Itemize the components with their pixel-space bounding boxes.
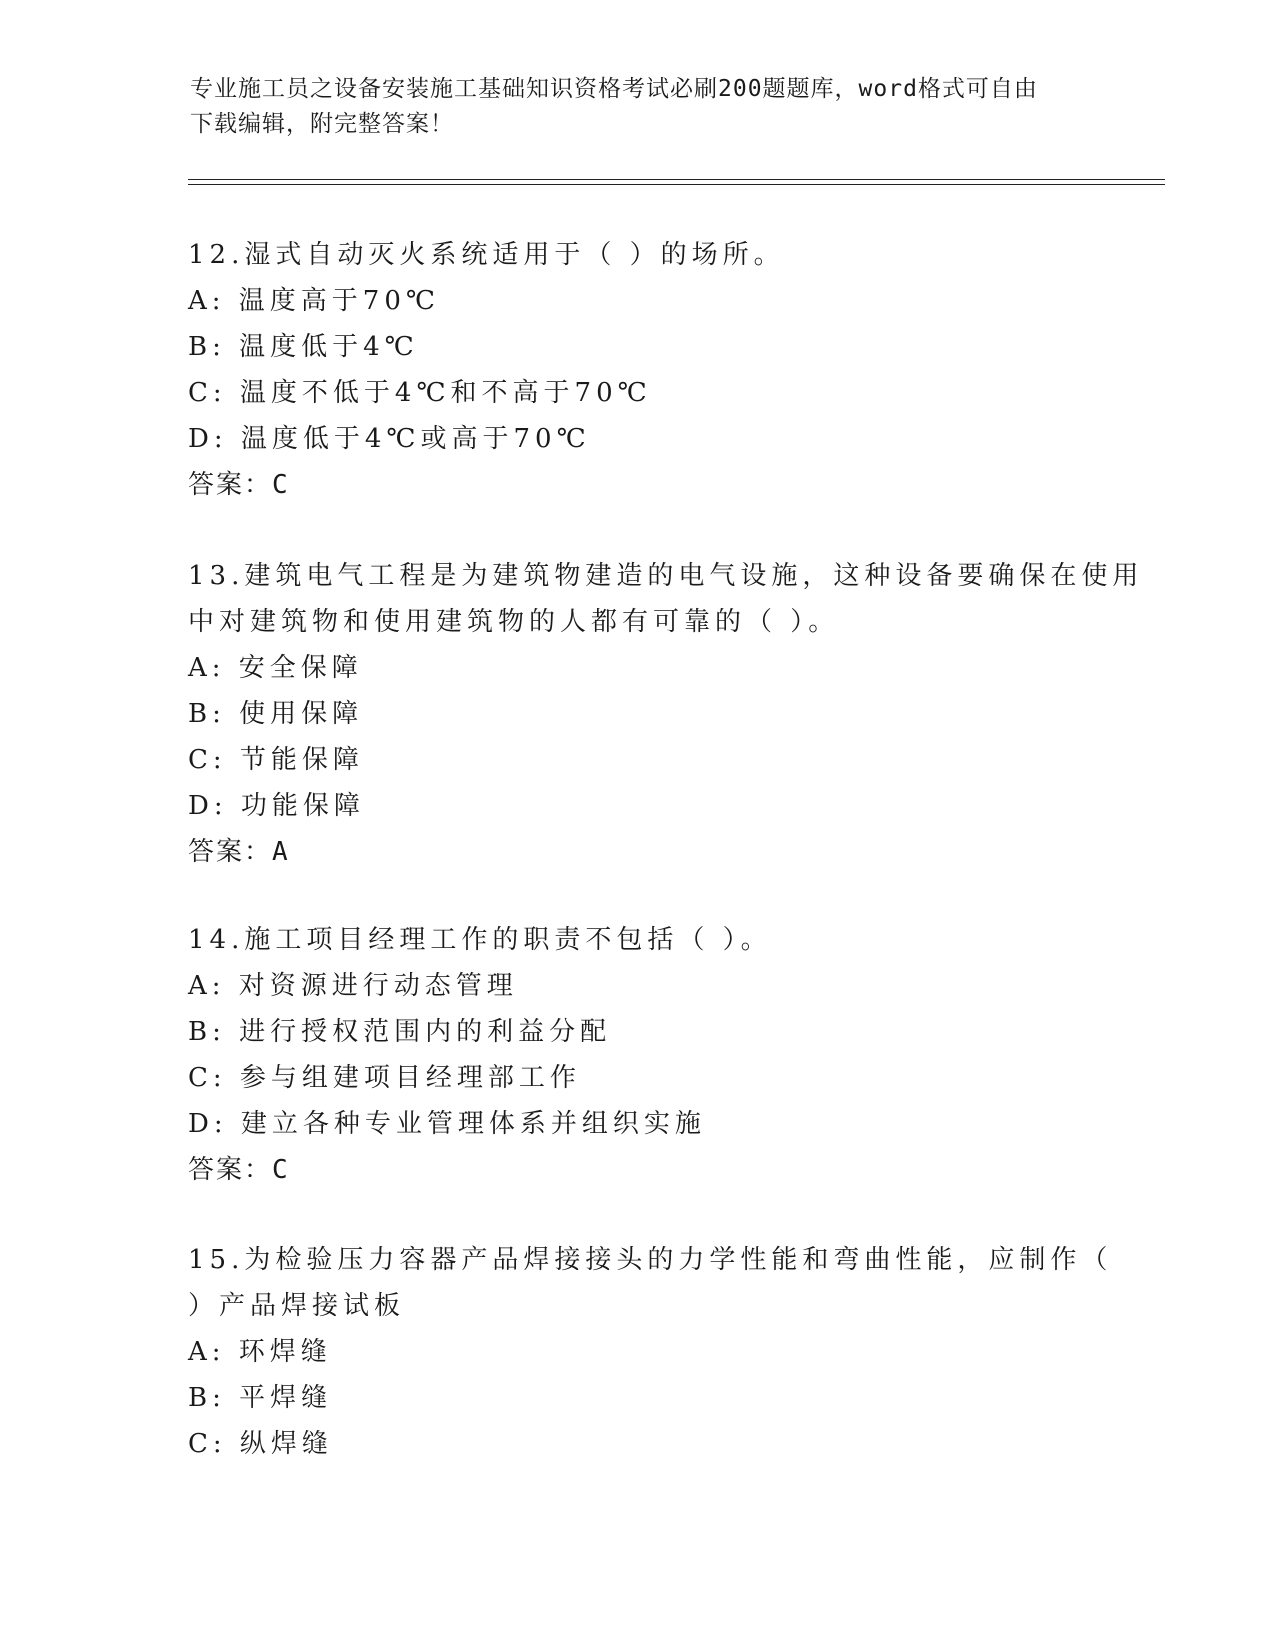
question-stem: 15.为检验压力容器产品焊接接头的力学性能和弯曲性能，应制作（ — [188, 1245, 1113, 1275]
answer-line: 答案：C — [188, 1155, 290, 1185]
question-14 — [188, 917, 1088, 1193]
option-d: D: 温度低于4℃或高于70℃ — [188, 424, 591, 454]
option-c: C: 温度不低于4℃和不高于70℃ — [188, 378, 652, 408]
header-line-1: 专业施工员之设备安装施工基础知识资格考试必刷200题题库，word格式可自由 — [190, 76, 1038, 102]
option-c: C: 参与组建项目经理部工作 — [188, 1063, 581, 1093]
question-13 — [188, 553, 1144, 875]
option-b: B: 温度低于4℃ — [188, 332, 419, 362]
option-d: D: 建立各种专业管理体系并组织实施 — [188, 1109, 706, 1139]
question-stem: 13.建筑电气工程是为建筑物建造的电气设施，这种设备要确保在使用 — [188, 561, 1144, 591]
question-stem-continued: 中对建筑物和使用建筑物的人都有可靠的（ ）。 — [188, 607, 840, 637]
option-c: C: 节能保障 — [188, 745, 364, 775]
answer-line: 答案：C — [188, 470, 290, 500]
header-divider-top — [188, 179, 1165, 180]
question-15 — [188, 1237, 1113, 1467]
header-line-2: 下载编辑，附完整答案！ — [190, 111, 454, 137]
option-b: B: 使用保障 — [188, 699, 364, 729]
option-a: A: 安全保障 — [188, 653, 363, 683]
option-b: B: 平焊缝 — [188, 1383, 333, 1413]
option-b: B: 进行授权范围内的利益分配 — [188, 1017, 612, 1047]
question-12 — [188, 232, 1088, 508]
option-d: D: 功能保障 — [188, 791, 365, 821]
question-stem-continued: ）产品焊接试板 — [188, 1291, 406, 1321]
option-a: A: 环焊缝 — [188, 1337, 332, 1367]
option-c: C: 纵焊缝 — [188, 1429, 333, 1459]
document-header — [190, 72, 1090, 142]
question-stem: 12.湿式自动灭火系统适用于（ ）的场所。 — [188, 240, 785, 270]
option-a: A: 对资源进行动态管理 — [188, 971, 518, 1001]
header-divider-bottom — [188, 184, 1165, 185]
answer-line: 答案：A — [188, 837, 290, 867]
question-stem: 14.施工项目经理工作的职责不包括（ ）。 — [188, 925, 772, 955]
option-a: A: 温度高于70℃ — [188, 286, 440, 316]
